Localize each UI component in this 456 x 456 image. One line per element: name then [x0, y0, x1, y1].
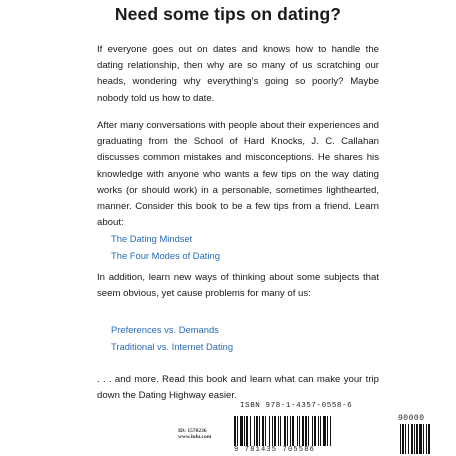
- intro-paragraph: If everyone goes out on dates and knows how to handle the dating relationship, then why are so many of us scratching our heads, wondering why everything’s going so poorly? Maybe nobody told us how to date.: [97, 44, 379, 104]
- author-paragraph: After many conversations with people about their experiences and graduating from the School of Hard Knocks, J. C. Callahan discusses common mistakes and misconceptions. He shares his knowledge with anyone who wants a few tips on the way dating works (or should work) in a personable, sometimes lighthearted, manner. Consider this book to be a few tips from a friend. Learn about:: [97, 120, 379, 229]
- cover-headline: Need some tips on dating?: [114, 4, 342, 24]
- closing-paragraph: . . . and more. Read this book and learn what can make your trip down the Dating Highway easier.: [97, 374, 379, 402]
- addition-paragraph: In addition, learn new ways of thinking about some subjects that seem obvious, yet cause problems for many of us:: [97, 272, 379, 300]
- barcode-digits: 9 781435 705586: [234, 446, 316, 454]
- price-code: 90000: [398, 414, 425, 423]
- topics-list: [111, 231, 220, 264]
- list-item: The Dating Mindset: [111, 233, 193, 244]
- addon-barcode-bars: [400, 424, 430, 454]
- list-item: Preferences vs. Demands: [111, 324, 219, 335]
- barcode-bars: [234, 416, 331, 446]
- list-item: Traditional vs. Internet Dating: [111, 340, 234, 352]
- isbn-label: ISBN 978-1-4357-0558-6: [240, 402, 353, 410]
- list-item: The Four Modes of Dating: [111, 249, 220, 261]
- subjects-list: [111, 322, 233, 355]
- publisher-id: [178, 428, 211, 440]
- id-number: ID: 1570236: [178, 428, 207, 434]
- publisher-url: www.lulu.com: [178, 434, 212, 440]
